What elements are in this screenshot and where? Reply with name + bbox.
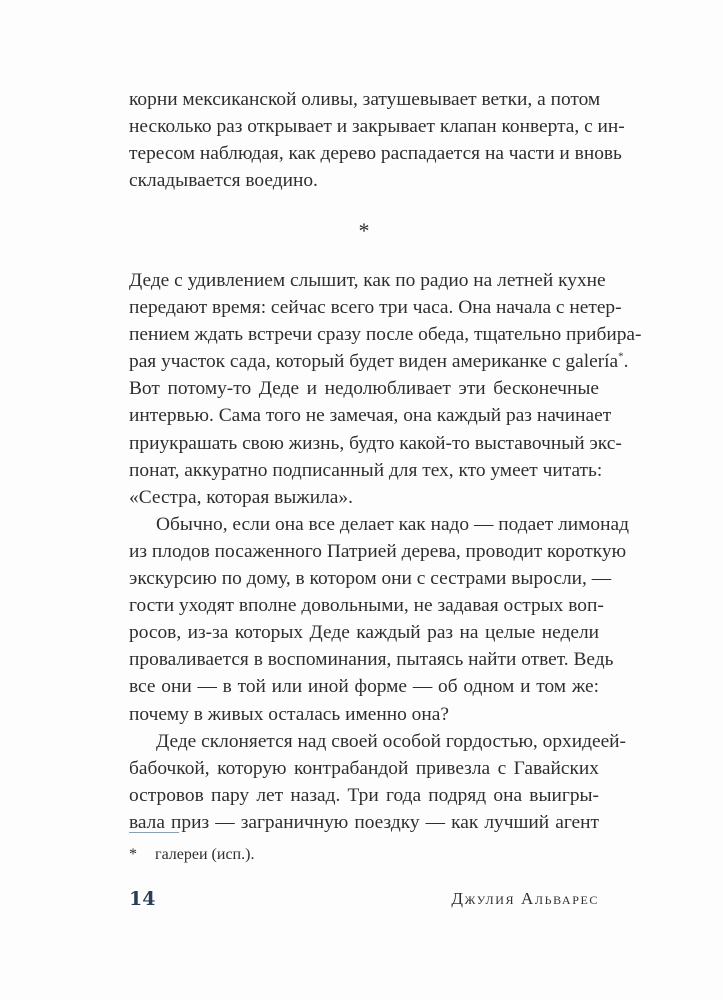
- text-line: тересом наблюдая, как дерево распадается на части и вновь: [129, 143, 622, 165]
- text-line: вала приз — заграничную поездку — как лучший агент: [129, 811, 599, 833]
- text-line: передают время: сейчас всего три часа. Она начала с нетер-: [129, 297, 622, 319]
- footnote: [129, 846, 254, 864]
- text-line: «Сестра, которая выжила».: [129, 486, 353, 508]
- text-line: почему в живых осталась именно она?: [129, 703, 449, 725]
- text-line: Деде с удивлением слышит, как по радио на летней кухне: [129, 270, 606, 291]
- text-line: Вот потому-то Деде и недолюбливает эти бесконечные: [129, 378, 599, 400]
- text-line: рая участок сада, который будет виден американке с galería*.: [129, 350, 629, 373]
- paragraph-top: [129, 86, 625, 194]
- text-line: гости уходят вполне довольными, не задавая острых воп-: [129, 595, 604, 617]
- text-line: росов, из-за которых Деде каждый раз на целые недели: [129, 622, 599, 644]
- text-line: экскурсию по дому, в котором они с сестрами выросли, —: [129, 568, 612, 590]
- footnote-text: галереи (исп.).: [155, 846, 255, 863]
- page-number: 14: [129, 888, 156, 910]
- text-line: островов пару лет назад. Три года подряд она выигры-: [129, 784, 599, 806]
- footnote-mark: *: [129, 846, 137, 863]
- text-line: все они — в той или иной форме — об одном и том же:: [129, 676, 599, 698]
- text-line: приукрашать свою жизнь, будто какой-то выставочный экс-: [129, 432, 622, 454]
- text-line: складывается воедино.: [129, 170, 318, 192]
- running-head-author: Джулия Альварес: [451, 889, 599, 908]
- footnote-reference[interactable]: *: [618, 350, 624, 363]
- text-line: Деде склоняется над своей особой гордостью, орхидеей-: [156, 730, 627, 752]
- main-text: [129, 267, 642, 836]
- text-line: несколько раз открывает и закрывает клапан конверта, с ин-: [129, 116, 625, 138]
- text-line: из плодов посаженного Патрией дерева, проводит короткую: [129, 540, 627, 562]
- text-line: проваливается в воспоминания, пытаясь найти ответ. Ведь: [129, 649, 614, 671]
- text-line-content: рая участок сада, который будет виден американке с galería: [129, 351, 619, 373]
- footnote-divider: [129, 832, 179, 833]
- text-line: корни мексиканской оливы, затушевывает ветки, а потом: [129, 89, 601, 110]
- text-line: пением ждать встречи сразу после обеда, тщательно прибира-: [129, 324, 642, 346]
- text-line: интервью. Сама того не замечая, она каждый раз начинает: [129, 405, 612, 427]
- text-line: Обычно, если она все делает как надо — подает лимонад: [156, 513, 629, 535]
- section-separator: *: [358, 218, 370, 243]
- text-line: бабочкой, которую контрабандой привезла с Гавайских: [129, 757, 599, 779]
- text-line: понат, аккуратно подписанный для тех, кто умеет читать:: [129, 459, 603, 481]
